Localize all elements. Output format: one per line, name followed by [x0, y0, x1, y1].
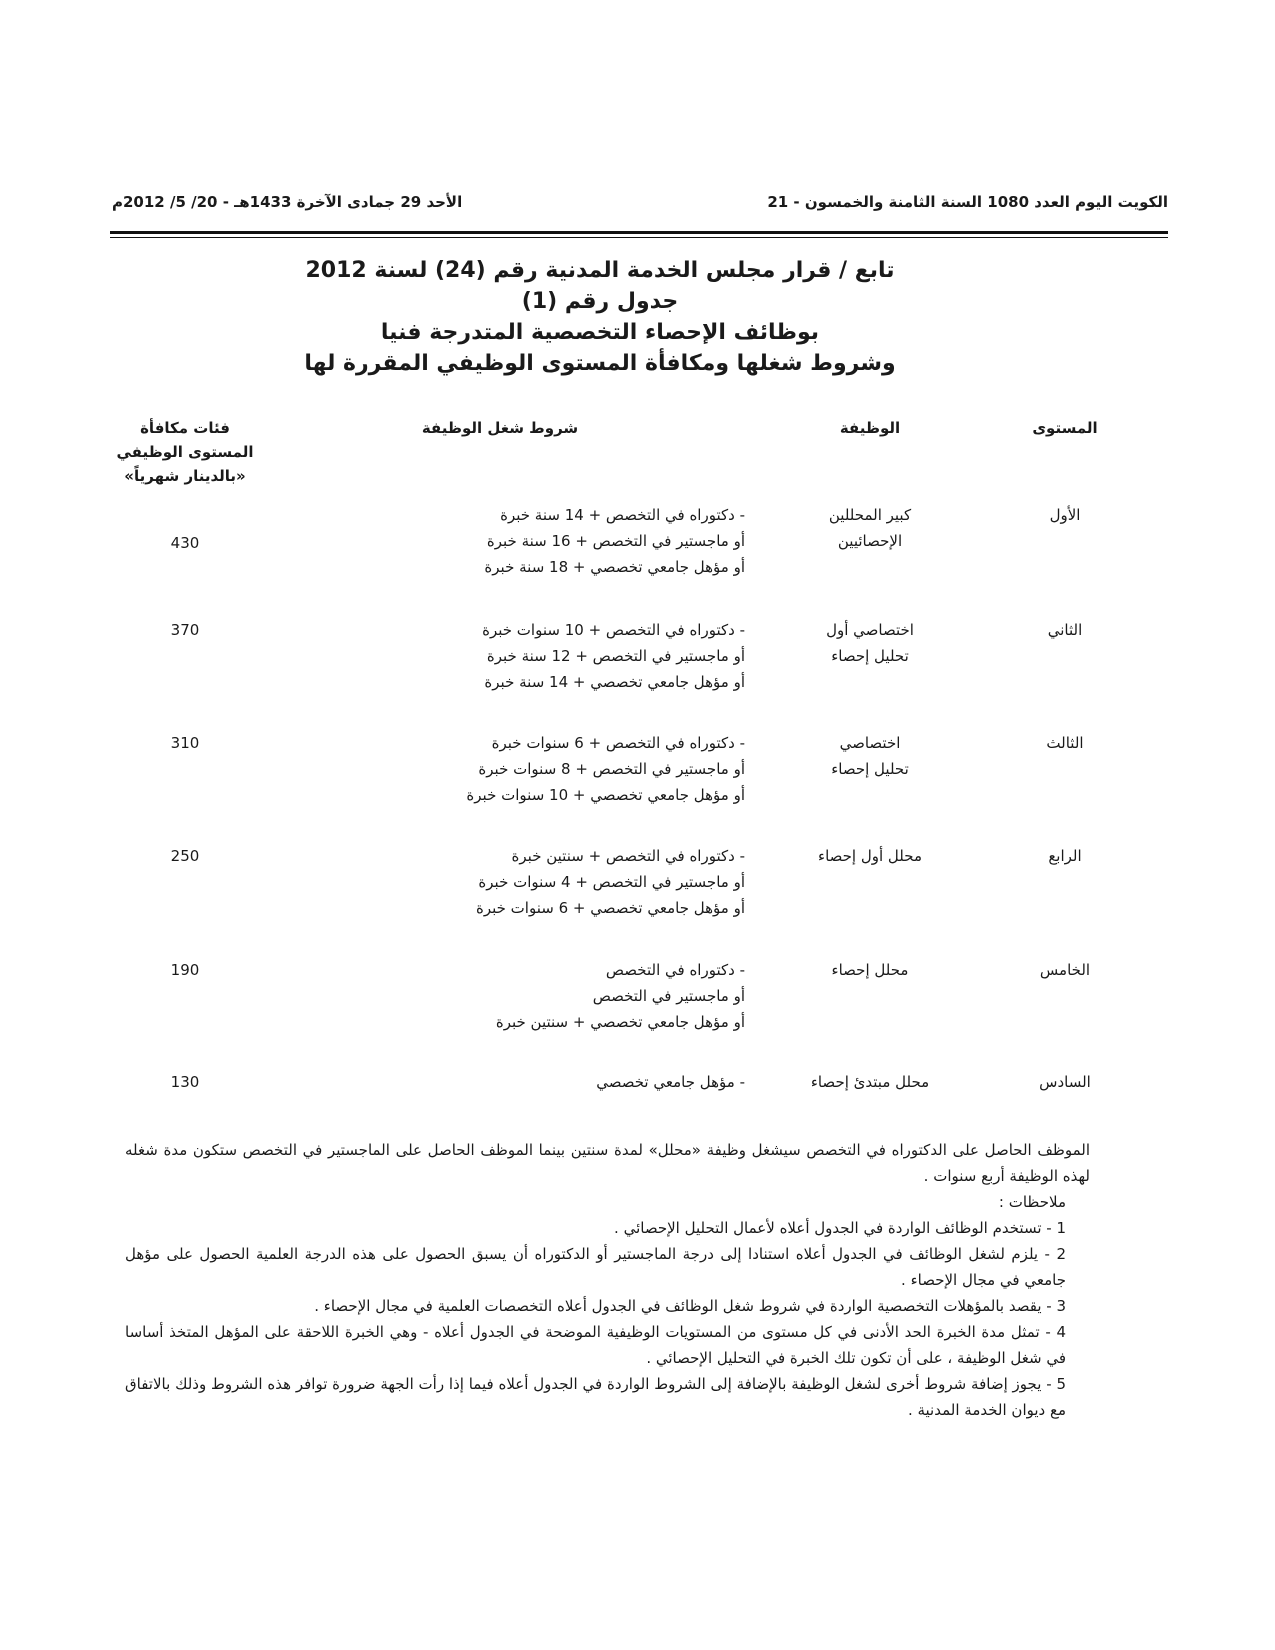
- row-reward: 370: [170, 621, 200, 639]
- row-reward: 190: [170, 961, 200, 979]
- job-line: اختصاصي أول: [826, 621, 914, 639]
- condition-line: أو مؤهل جامعي تخصصي + 6 سنوات خبرة: [475, 899, 745, 917]
- row-conditions: [340, 1069, 745, 1095]
- table-subject-cont: وشروط شغلها ومكافأة المستوى الوظيفي المقررة لها: [304, 351, 896, 376]
- table-number: جدول رقم (1): [521, 289, 679, 314]
- note-item: 4 - تمثل مدة الخبرة الحد الأدنى في كل مستوى من المستويات الوظيفية الموضحة في الجدول أعلاه - وهي الخبرة اللاحقة على المؤهل المتخذ أساسا في شغل الوظيفة ، على أن تكون تلك الخبرة في التحليل الإحصائي .: [125, 1323, 1066, 1367]
- condition-line: - مؤهل جامعي تخصصي: [596, 1073, 745, 1091]
- note-item: 5 - يجوز إضافة شروط أخرى لشغل الوظيفة بالإضافة إلى الشروط الواردة في الجدول أعلاه فيما إذا رأت الجهة ضرورة توافر هذه الشروط وذلك بالاتفاق مع ديوان الخدمة المدنية .: [125, 1375, 1066, 1419]
- row-reward: 250: [170, 847, 200, 865]
- row-conditions: [340, 730, 745, 808]
- row-conditions: [340, 502, 745, 580]
- note-item: 3 - يقصد بالمؤهلات التخصصية الواردة في شروط شغل الوظائف في الجدول أعلاه التخصصات العلمية في مجال الإحصاء .: [314, 1297, 1066, 1315]
- condition-line: أو ماجستير في التخصص + 16 سنة خبرة: [486, 532, 745, 550]
- row-job: [770, 1069, 970, 1095]
- row-conditions: [340, 957, 745, 1035]
- row-level: الرابع: [1048, 847, 1082, 865]
- condition-line: أو مؤهل جامعي تخصصي + 14 سنة خبرة: [484, 673, 745, 691]
- job-line: تحليل إحصاء: [831, 647, 909, 665]
- row-reward: 430: [170, 534, 200, 552]
- condition-line: - دكتوراه في التخصص + 10 سنوات خبرة: [482, 621, 745, 639]
- header-rule-thin: [110, 237, 1168, 238]
- notes-section: [125, 1137, 1090, 1423]
- note-item: 2 - يلزم لشغل الوظائف في الجدول أعلاه استنادا إلى درجة الماجستير أو الدكتوراه أن يسبق الحصول على هذه الدرجة العلمية الحصول على مؤهل جامعي في مجال الإحصاء .: [125, 1245, 1066, 1289]
- notes-heading: ملاحظات :: [998, 1193, 1066, 1211]
- condition-line: أو ماجستير في التخصص: [592, 987, 745, 1005]
- job-line: محلل أول إحصاء: [818, 847, 922, 865]
- job-line: الإحصائيين: [837, 532, 903, 550]
- condition-line: أو ماجستير في التخصص + 8 سنوات خبرة: [478, 760, 745, 778]
- header-level: المستوى: [1032, 419, 1098, 437]
- header-rule-thick: [110, 231, 1168, 234]
- job-line: محلل إحصاء: [831, 961, 909, 979]
- condition-line: - دكتوراه في التخصص: [605, 961, 745, 979]
- row-level: الخامس: [1039, 961, 1091, 979]
- header-reward-line: المستوى الوظيفي: [116, 443, 254, 461]
- row-job: [770, 730, 970, 782]
- condition-line: - دكتوراه في التخصص + 6 سنوات خبرة: [491, 734, 745, 752]
- job-line: محلل مبتدئ إحصاء: [810, 1073, 930, 1091]
- job-line: تحليل إحصاء: [831, 760, 909, 778]
- title-block: [300, 255, 900, 379]
- header-reward-line: فئات مكافأة: [140, 419, 230, 437]
- row-job: [770, 957, 970, 983]
- gazette-issue-header: الكويت اليوم العدد 1080 السنة الثامنة والخمسون - 21: [767, 193, 1168, 211]
- condition-line: - دكتوراه في التخصص + سنتين خبرة: [511, 847, 745, 865]
- decision-title: تابع / قرار مجلس الخدمة المدنية رقم (24) لسنة 2012: [305, 258, 895, 283]
- note-item: 1 - تستخدم الوظائف الواردة في الجدول أعلاه لأعمال التحليل الإحصائي .: [614, 1219, 1066, 1237]
- row-job: [770, 843, 970, 869]
- header-reward-line: «بالدينار شهرياً»: [124, 467, 246, 485]
- condition-line: أو ماجستير في التخصص + 4 سنوات خبرة: [478, 873, 745, 891]
- condition-line: أو مؤهل جامعي تخصصي + سنتين خبرة: [495, 1013, 745, 1031]
- row-level: الثاني: [1047, 621, 1083, 639]
- condition-line: أو مؤهل جامعي تخصصي + 10 سنوات خبرة: [466, 786, 745, 804]
- row-job: [770, 617, 970, 669]
- header-reward: [90, 416, 280, 488]
- header-job: الوظيفة: [839, 419, 901, 437]
- condition-line: - دكتوراه في التخصص + 14 سنة خبرة: [500, 506, 745, 524]
- row-reward: 310: [170, 734, 200, 752]
- gazette-date-header: الأحد 29 جمادى الآخرة 1433هـ - 20/ 5/ 2012م: [112, 193, 463, 211]
- row-level: الأول: [1049, 506, 1081, 524]
- row-reward: 130: [170, 1073, 200, 1091]
- row-conditions: [340, 617, 745, 695]
- row-job: [770, 502, 970, 554]
- notes-intro: الموظف الحاصل على الدكتوراه في التخصص سيشغل وظيفة «محلل» لمدة سنتين بينما الموظف الحاصل على الماجستير في التخصص ستكون مدة شغله لهذه الوظيفة أربع سنوات .: [125, 1141, 1090, 1185]
- header-conditions: شروط شغل الوظيفة: [421, 419, 579, 437]
- job-line: كبير المحللين: [828, 506, 912, 524]
- row-level: الثالث: [1046, 734, 1084, 752]
- row-level: السادس: [1039, 1073, 1091, 1091]
- condition-line: أو ماجستير في التخصص + 12 سنة خبرة: [486, 647, 745, 665]
- table-subject: بوظائف الإحصاء التخصصية المتدرجة فنيا: [380, 320, 820, 345]
- job-line: اختصاصي: [839, 734, 901, 752]
- row-conditions: [340, 843, 745, 921]
- condition-line: أو مؤهل جامعي تخصصي + 18 سنة خبرة: [484, 558, 745, 576]
